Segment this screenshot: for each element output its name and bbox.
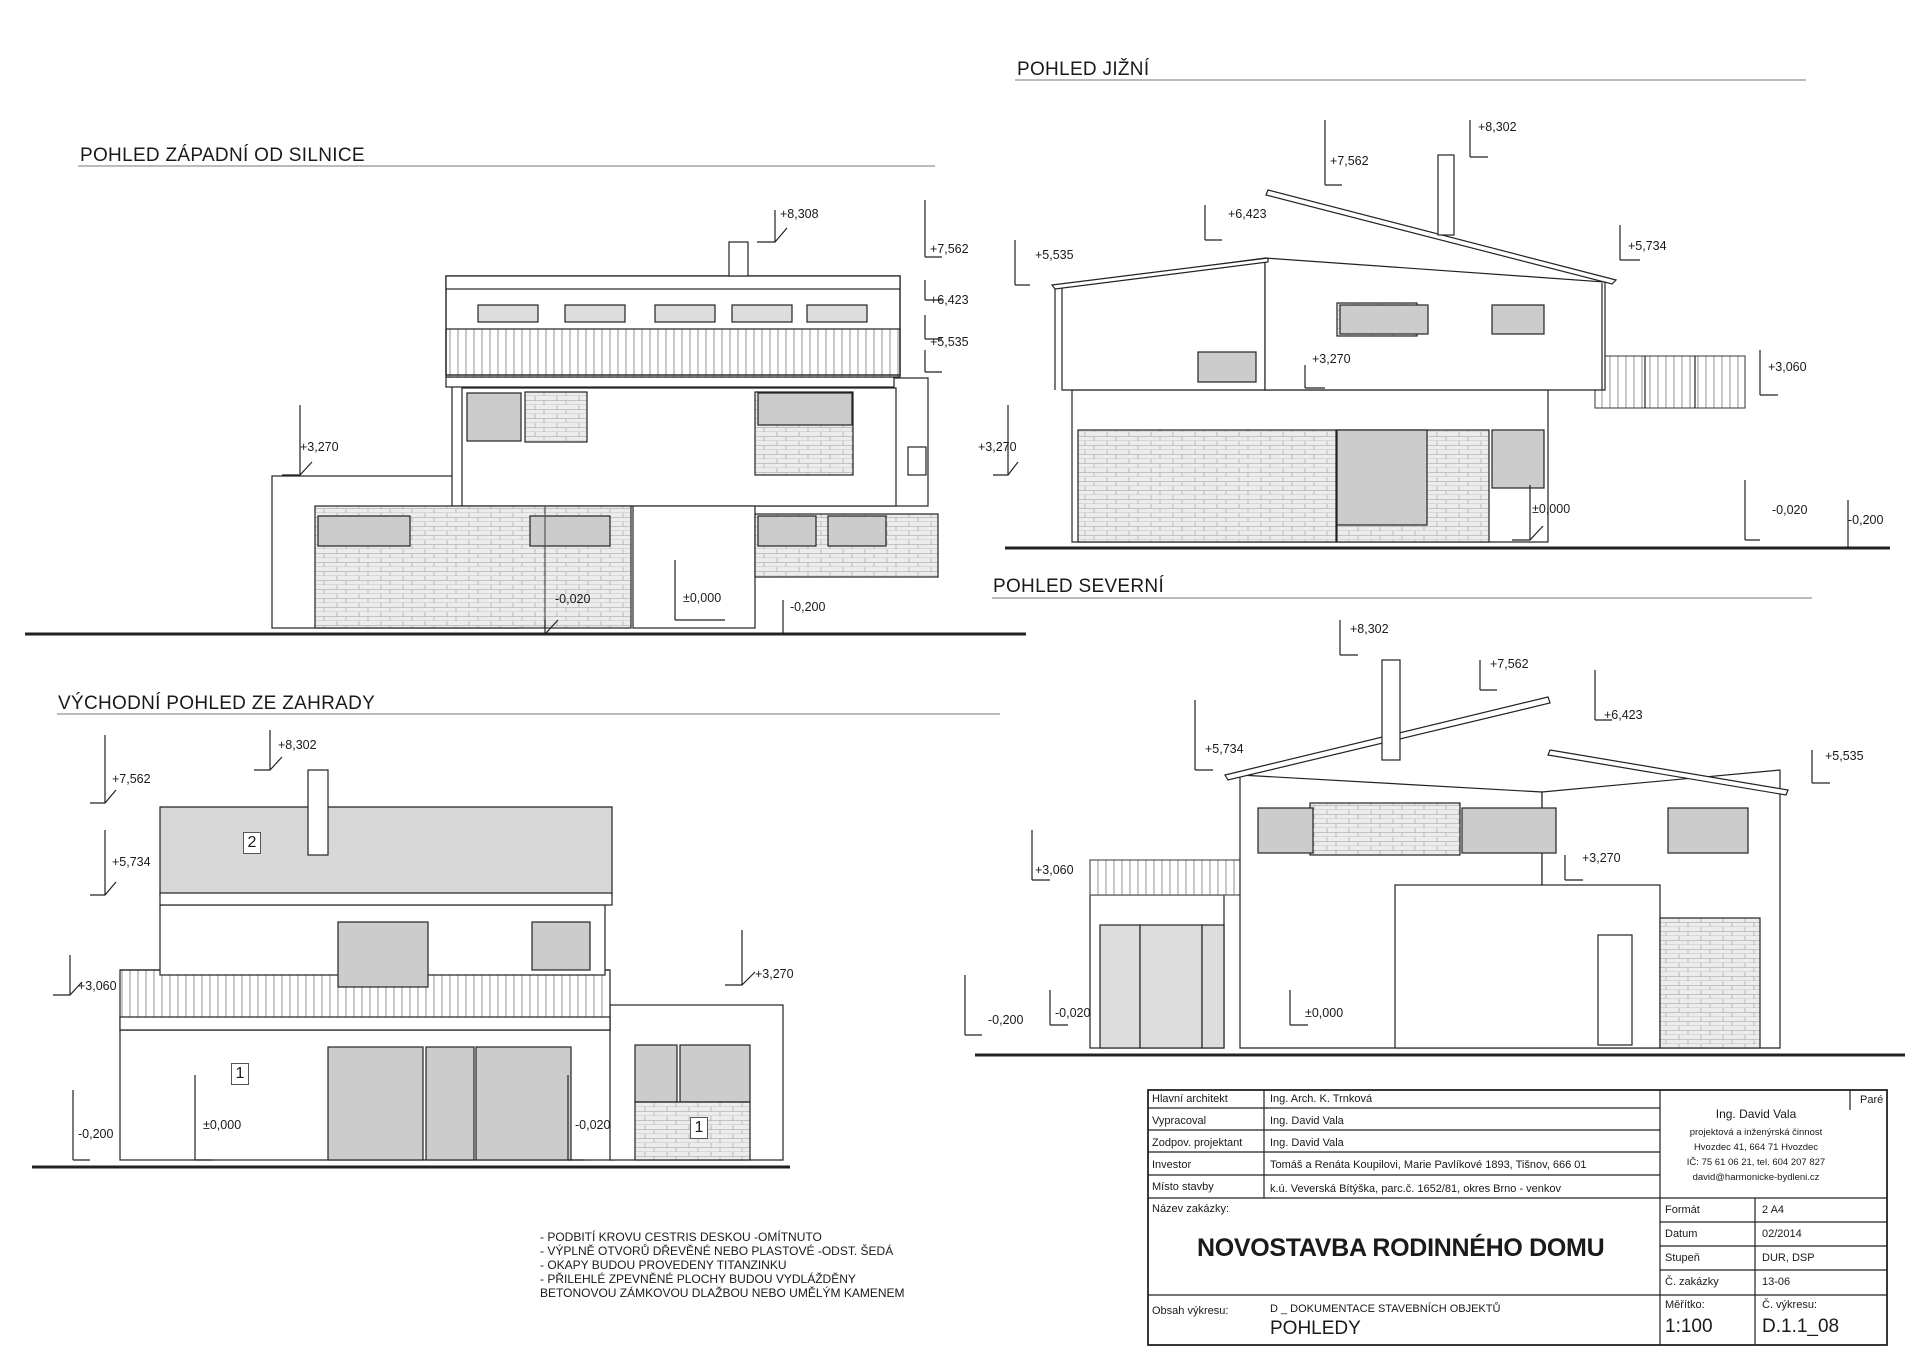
note-line: - PODBITÍ KROVU CESTRIS DESKOU -OMÍTNUTO	[540, 1230, 822, 1244]
tb-meta-label: Formát	[1665, 1204, 1700, 1216]
level-label: +7,562	[930, 242, 969, 256]
level-label: +5,535	[1825, 749, 1864, 763]
tb-pare-label: Paré	[1860, 1094, 1884, 1106]
tb-meta-value: DUR, DSP	[1762, 1252, 1815, 1264]
level-label: +3,060	[78, 979, 117, 993]
east-view-title: VÝCHODNÍ POHLED ZE ZAHRADY	[58, 693, 376, 714]
level-label: -0,200	[1848, 513, 1884, 527]
construction-notes	[540, 1230, 905, 1300]
north-elevation	[965, 620, 1905, 1055]
tb-company-line: projektová a inženýrská činnost	[1689, 1127, 1823, 1138]
tb-content-line: D _ DOKUMENTACE STAVEBNÍCH OBJEKTŮ	[1270, 1303, 1501, 1315]
level-label: -0,020	[555, 592, 591, 606]
level-label: -0,200	[988, 1013, 1024, 1027]
tb-value-responsible: Ing. David Vala	[1270, 1137, 1344, 1149]
level-label: ±0,000	[1305, 1006, 1344, 1020]
tb-label-site: Místo stavby	[1152, 1181, 1214, 1193]
level-label: ±0,000	[203, 1118, 242, 1132]
level-label: +7,562	[1490, 657, 1529, 671]
tb-order-label: Název zakázky:	[1152, 1203, 1230, 1215]
level-label: +7,562	[1330, 154, 1369, 168]
tb-meta-value: 2 A4	[1762, 1204, 1785, 1216]
level-label: +6,423	[1228, 207, 1267, 221]
north-view-title: POHLED SEVERNÍ	[993, 576, 1165, 597]
level-label: ±0,000	[1532, 502, 1571, 516]
level-label: -0,200	[78, 1127, 114, 1141]
tb-content-label: Obsah výkresu:	[1152, 1305, 1229, 1317]
west-elevation	[25, 200, 1026, 634]
tb-company-line: david@harmonicke-bydleni.cz	[1692, 1172, 1820, 1183]
note-line: - PŘILEHLÉ ZPEVNĚNÉ PLOCHY BUDOU VYDLÁŽDĚNY	[540, 1272, 856, 1286]
tb-scale-label: Měřítko:	[1665, 1299, 1705, 1311]
level-label: +5,535	[1035, 248, 1074, 262]
tb-scale-value: 1:100	[1665, 1316, 1713, 1337]
level-label: +3,270	[755, 967, 794, 981]
tb-meta-label: Stupeň	[1665, 1252, 1700, 1264]
tb-meta-value: 02/2014	[1762, 1228, 1802, 1240]
note-line: - OKAPY BUDOU PROVEDENY TITANZINKU	[540, 1258, 787, 1272]
tb-company-line: Hvozdec 41, 664 71 Hvozdec	[1693, 1142, 1819, 1153]
tb-drawing-no-value: D.1.1_08	[1762, 1316, 1840, 1337]
note-line: - VÝPLNĚ OTVORŮ DŘEVĚNÉ NEBO PLASTOVÉ -ODST. ŠEDÁ	[540, 1244, 894, 1258]
tb-company-name: Ing. David Vala	[1715, 1107, 1797, 1121]
tb-content-title: POHLEDY	[1270, 1318, 1361, 1339]
level-label: -0,020	[1055, 1006, 1091, 1020]
level-label: +3,060	[1035, 863, 1074, 877]
tb-label-drawn-by: Vypracoval	[1152, 1115, 1207, 1127]
tb-order-name: NOVOSTAVBA RODINNÉHO DOMU	[1197, 1234, 1605, 1262]
level-label: +3,270	[1312, 352, 1351, 366]
tb-meta-value: 13-06	[1762, 1276, 1791, 1288]
level-label: +3,060	[1768, 360, 1807, 374]
level-label: +6,423	[930, 293, 969, 307]
level-label: +6,423	[1604, 708, 1643, 722]
tb-value-site: k.ú. Veverská Bítýška, parc.č. 1652/81, okres Brno - venkov	[1270, 1183, 1562, 1195]
level-label: +3,270	[300, 440, 339, 454]
level-label: +5,734	[1628, 239, 1667, 253]
level-label: +5,734	[1205, 742, 1244, 756]
south-elevation	[1005, 120, 1890, 548]
tb-value-drawn-by: Ing. David Vala	[1270, 1115, 1344, 1127]
west-view-title: POHLED ZÁPADNÍ OD SILNICE	[80, 145, 365, 166]
tb-label-investor: Investor	[1152, 1159, 1192, 1171]
level-label: -0,020	[1772, 503, 1808, 517]
level-label: +3,270	[978, 440, 1017, 454]
level-label: -0,200	[790, 600, 826, 614]
tb-label-architect: Hlavní architekt	[1152, 1093, 1228, 1105]
level-label: ±0,000	[683, 591, 722, 605]
east-elevation	[32, 730, 790, 1167]
tb-label-responsible: Zodpov. projektant	[1152, 1137, 1243, 1149]
tb-meta-label: Datum	[1665, 1228, 1698, 1240]
tb-meta-label: Č. zakázky	[1665, 1276, 1719, 1288]
element-mark: 2	[243, 832, 261, 854]
south-view-title: POHLED JIŽNÍ	[1017, 59, 1150, 80]
level-label: +5,535	[930, 335, 969, 349]
note-line: BETONOVOU ZÁMKOVOU DLAŽBOU NEBO UMĚLÝM KAMENEM	[540, 1286, 905, 1300]
level-label: +3,270	[1582, 851, 1621, 865]
level-label: +8,302	[278, 738, 317, 752]
level-label: +8,302	[1350, 622, 1389, 636]
tb-value-architect: Ing. Arch. K. Trnková	[1270, 1093, 1373, 1105]
tb-drawing-no-label: Č. výkresu:	[1762, 1299, 1818, 1311]
level-label: -0,020	[575, 1118, 611, 1132]
level-label: +8,308	[780, 207, 819, 221]
level-label: +5,734	[112, 855, 151, 869]
level-label: +7,562	[112, 772, 151, 786]
element-mark: 1	[690, 1117, 708, 1139]
tb-value-investor: Tomáš a Renáta Koupilovi, Marie Pavlíkové 1893, Tišnov, 666 01	[1270, 1159, 1587, 1171]
level-label: +8,302	[1478, 120, 1517, 134]
tb-company-line: IČ: 75 61 06 21, tel. 604 207 827	[1686, 1157, 1826, 1168]
element-mark: 1	[231, 1063, 249, 1085]
